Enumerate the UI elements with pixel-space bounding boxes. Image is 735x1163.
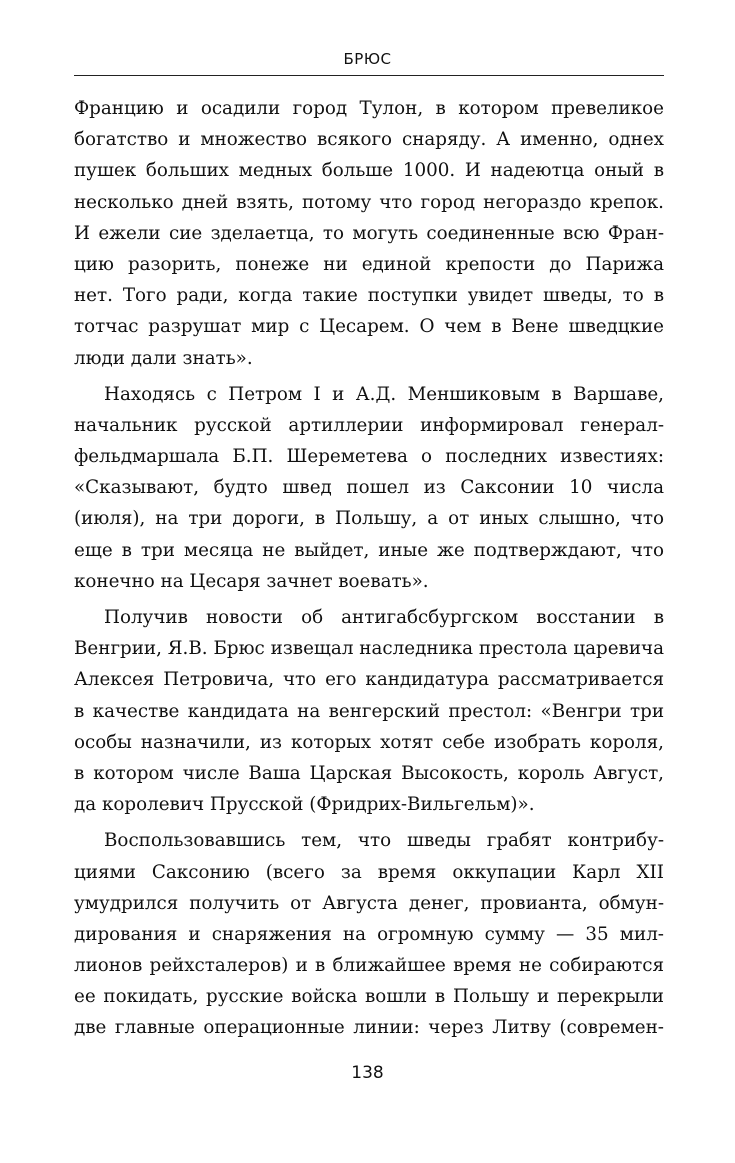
text-line: люди дали знать». [74, 347, 253, 369]
page-number: 138 [351, 1063, 384, 1083]
text-line: Францию и осадили город Тулон, в котором превеликое [74, 98, 664, 119]
text-line: несколько дней взять, потому что город негораздо крепок. [74, 191, 664, 213]
text-line: в качестве кандидата на венгерский престол: «Венгри три [74, 700, 664, 722]
text-line: умудрился получить от Августа денег, провианта, обмун- [74, 892, 664, 914]
paragraph-4 [74, 825, 664, 1043]
header-rule [74, 75, 664, 76]
paragraph-2 [74, 379, 664, 597]
paragraph-1 [74, 93, 664, 374]
text-line: две главные операционные линии: через Литву (современ- [74, 1017, 664, 1039]
text-line: (июля), на три дороги, в Польшу, а от иных слышно, что [74, 508, 664, 530]
text-line: И ежели сие зделаетца, то могуть соединенные всю Фран- [74, 222, 664, 244]
text-line: начальник русской артиллерии информировал генерал- [74, 414, 664, 436]
text-line: циями Саксонию (всего за время оккупации Карл XII [74, 861, 664, 883]
text-line: особы назначили, из которых хотят себе изобрать короля, [74, 731, 664, 753]
text-line: конечно на Цесаря зачнет воевать». [74, 570, 429, 592]
text-line: Алексея Петровича, что его кандидатура рассматривается [74, 669, 664, 691]
text-line: богатство и множество всякого снаряду. А именно, однех [74, 129, 664, 151]
text-line: да королевич Прусской (Фридрих-Вильгельм)». [74, 794, 535, 816]
text-line: лионов рейхсталеров) и в ближайшее время не собираются [74, 955, 664, 977]
text-line: в котором числе Ваша Царская Высокость, король Август, [74, 762, 664, 784]
text-line: Венгрии, Я.В. Брюс извещал наследника престола царевича [74, 638, 664, 660]
body-text [74, 93, 664, 1044]
text-line: цию разорить, понеже ни единой крепости до Парижа [74, 253, 664, 275]
text-line: дирования и снаряжения на огромную сумму — 35 мил- [74, 923, 664, 945]
text-line: Находясь с Петром I и А.Д. Меншиковым в Варшаве, [104, 383, 664, 405]
text-line: Получив новости об антигабсбургском восстании в [104, 607, 664, 628]
running-title: БРЮС [343, 50, 392, 68]
text-line: фельдмаршала Б.П. Шереметева о последних известиях: [74, 446, 664, 468]
text-line: ее покидать, русские войска вошли в Польшу и перекрыли [74, 986, 664, 1008]
text-line: Воспользовавшись тем, что шведы грабят контрибу- [104, 830, 664, 852]
text-line: пушек больших медных больше 1000. И надеютца оный в [74, 160, 664, 182]
text-line: еще в три месяца не выйдет, иные же подтверждают, что [74, 539, 664, 561]
text-line: нет. Того ради, когда такие поступки увидет шведы, то в [74, 285, 664, 307]
paragraph-3 [74, 602, 664, 820]
text-line: тотчас разрушат мир с Цесарем. О чем в Вене шведцкие [74, 316, 664, 338]
text-line: «Сказывают, будто швед пошел из Саксонии 10 числа [74, 477, 664, 499]
